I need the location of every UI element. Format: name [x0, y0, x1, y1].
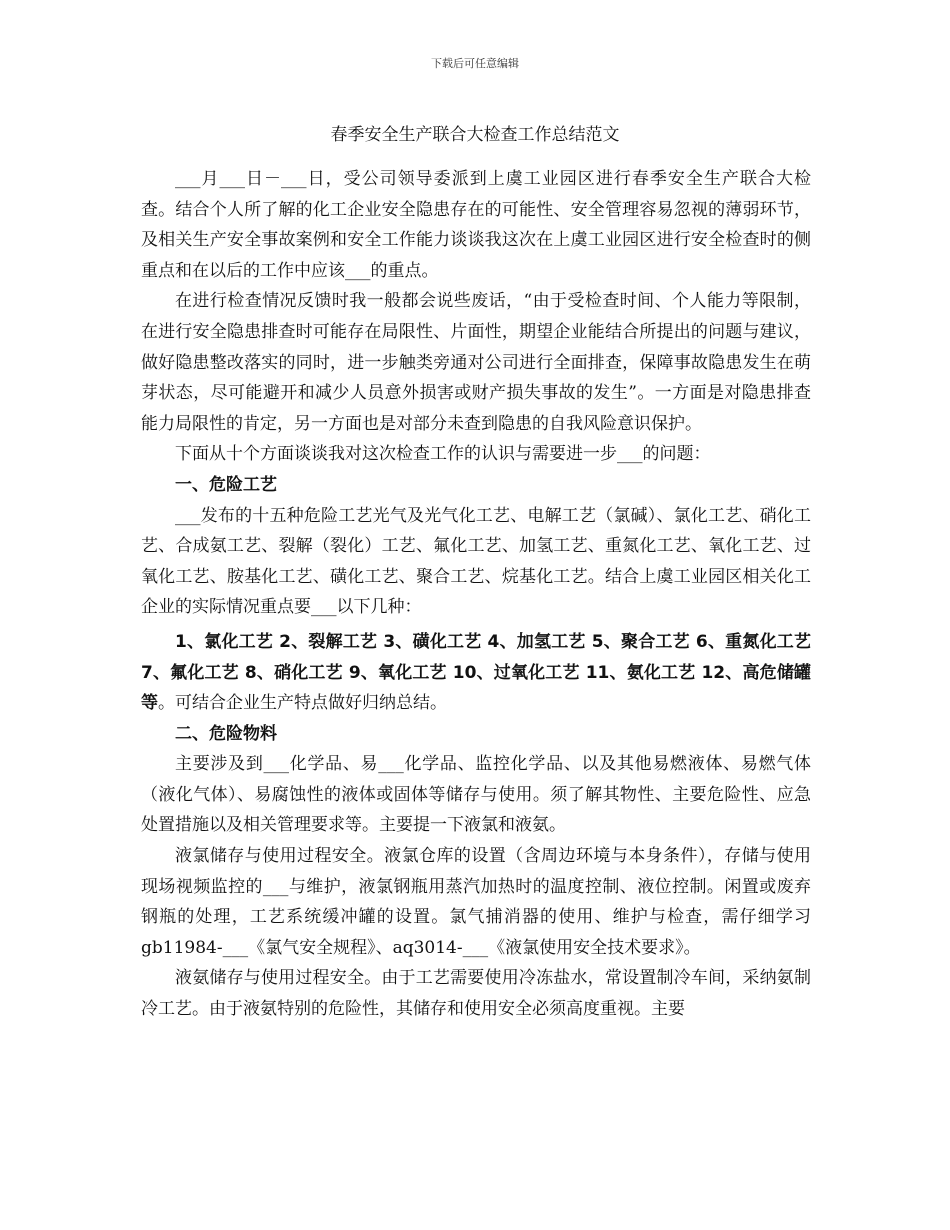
section-heading-hazardous-process: 一、危险工艺 [175, 474, 277, 495]
header-note: 下载后可任意编辑 [431, 57, 519, 70]
paragraph-materials: 主要涉及到___化学品、易___化学品、监控化学品、以及其他易燃液体、易燃气体（液化气体）、易腐蚀性的液体或固体等储存与使用。须了解其物性、主要危险性、应急处置措施以及相关管理要求等。主要提一下液氯和液氨。 [141, 754, 811, 836]
page-title: 春季安全生产联合大检查工作总结范文 [330, 125, 620, 145]
paragraph-liquid-chlorine: 液氯储存与使用过程安全。液氯仓库的设置（含周边环境与本身条件），存储与使用现场视频监控的___与维护，液氯钢瓶用蒸汽加热时的温度控制、液位控制。闲置或废弃钢瓶的处理，工艺系统缓冲罐的设置。氯气捕消器的使用、维护与检查，需仔细学习 gb11984-___《氯气安全规程》、aq3014-___《液氯使用安全技术要求》。 [141, 846, 811, 958]
paragraph-feedback: 在进行检查情况反馈时我一般都会说些废话，“由于受检查时间、个人能力等限制，在进行安全隐患排查时可能存在局限性、片面性，期望企业能结合所提出的问题与建议，做好隐患整改落实的同时，进一步触类旁通对公司进行全面排查，保障事故隐患发生在萌芽状态，尽可能避开和减少人员意外损害或财产损失事故的发生”。一方面是对隐患排查能力局限性的肯定，另一方面也是对部分未查到隐患的自我风险意识保护。 [141, 291, 811, 434]
paragraph-liquid-ammonia: 液氨储存与使用过程安全。由于工艺需要使用冷冻盐水，常设置制冷车间，采纳氨制冷工艺。由于液氨特别的危险性，其储存和使用安全必须高度重视。主要 [141, 968, 811, 1020]
paragraph-process-types: ___发布的十五种危险工艺光气及光气化工艺、电解工艺（氯碱）、氯化工艺、硝化工艺、合成氨工艺、裂解（裂化）工艺、氟化工艺、加氢工艺、重氮化工艺、氧化工艺、过氧化工艺、胺基化工艺、磺化工艺、聚合工艺、烷基化工艺。结合上虞工业园区相关化工企业的实际情况重点要___以下几种： [141, 505, 811, 618]
document-body [141, 164, 811, 1025]
paragraph-key-processes [141, 627, 811, 719]
key-process-list: 1、氯化工艺 2、裂解工艺 3、磺化工艺 4、加氢工艺 5、聚合工艺 6、重氮化工艺 7、氟化工艺 8、硝化工艺 9、氧化工艺 10、过氧化工艺 11、氨化工艺 12、高危储罐等 [141, 631, 812, 714]
paragraph-intro: ___月___日－___日，受公司领导委派到上虞工业园区进行春季安全生产联合大检查。结合个人所了解的化工企业安全隐患存在的可能性、安全管理容易忽视的薄弱环节，及相关生产安全事故案例和安全工作能力谈谈我这次在上虞工业园区进行安全检查时的侧重点和在以后的工作中应该___的重点。 [141, 169, 811, 281]
paragraph-overview: 下面从十个方面谈谈我对这次检查工作的认识与需要进一步___的问题： [175, 444, 711, 465]
section-heading-hazardous-materials: 二、危险物料 [175, 723, 277, 744]
key-process-note: 。可结合企业生产特点做好归纳总结。 [158, 693, 447, 714]
